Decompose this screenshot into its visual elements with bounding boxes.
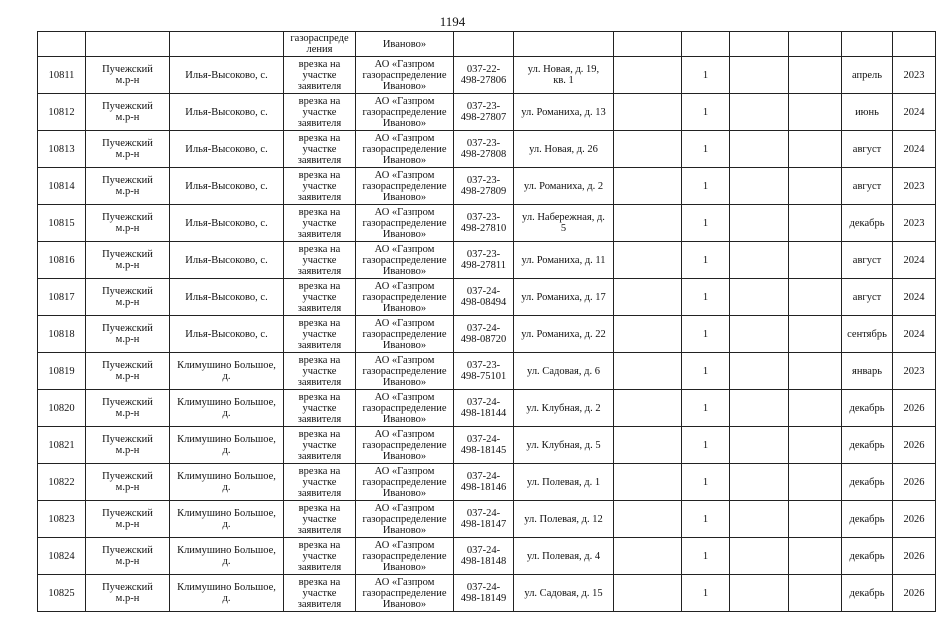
cell-number: 10824 <box>38 538 86 575</box>
cell-month: июнь <box>842 94 893 131</box>
cell-district: Пучежский м.р-н <box>86 242 170 279</box>
cell-number <box>38 32 86 57</box>
cell-connection-type: врезка на участке заявителя <box>284 427 356 464</box>
cell-district: Пучежский м.р-н <box>86 94 170 131</box>
cell-address: ул. Романиха, д. 22 <box>514 316 614 353</box>
cell-connection-type: врезка на участке заявителя <box>284 316 356 353</box>
cell-district: Пучежский м.р-н <box>86 390 170 427</box>
cell-empty-3 <box>789 538 842 575</box>
cell-month: август <box>842 168 893 205</box>
cell-month: декабрь <box>842 575 893 612</box>
cell-empty-2 <box>730 501 789 538</box>
cell-month: декабрь <box>842 427 893 464</box>
cell-address: ул. Новая, д. 26 <box>514 131 614 168</box>
cell-empty-1 <box>614 316 682 353</box>
cell-address: ул. Романиха, д. 11 <box>514 242 614 279</box>
cell-year: 2024 <box>893 316 936 353</box>
cell-settlement: Климушино Большое, д. <box>170 575 284 612</box>
cell-month: август <box>842 131 893 168</box>
cell-connection-type: врезка на участке заявителя <box>284 464 356 501</box>
cell-district: Пучежский м.р-н <box>86 538 170 575</box>
cell-year: 2026 <box>893 427 936 464</box>
cell-empty-1 <box>614 538 682 575</box>
cell-settlement: Климушино Большое, д. <box>170 501 284 538</box>
cell-organization: АО «Газпром газораспределение Иваново» <box>356 316 454 353</box>
cell-quantity: 1 <box>682 464 730 501</box>
cell-address: ул. Клубная, д. 2 <box>514 390 614 427</box>
cell-month: август <box>842 279 893 316</box>
cell-number: 10819 <box>38 353 86 390</box>
cell-address: ул. Полевая, д. 4 <box>514 538 614 575</box>
cell-empty-1 <box>614 168 682 205</box>
cell-organization: АО «Газпром газораспределение Иваново» <box>356 538 454 575</box>
table-row <box>38 131 936 168</box>
cell-code: 037-23- 498-27810 <box>454 205 514 242</box>
table-row <box>38 316 936 353</box>
cell-quantity <box>682 32 730 57</box>
cell-number: 10821 <box>38 427 86 464</box>
cell-month: август <box>842 242 893 279</box>
cell-district <box>86 32 170 57</box>
cell-settlement: Климушино Большое, д. <box>170 538 284 575</box>
cell-quantity: 1 <box>682 94 730 131</box>
cell-empty-3 <box>789 57 842 94</box>
cell-number: 10825 <box>38 575 86 612</box>
cell-address: ул. Садовая, д. 15 <box>514 575 614 612</box>
cell-organization: АО «Газпром газораспределение Иваново» <box>356 575 454 612</box>
cell-district: Пучежский м.р-н <box>86 353 170 390</box>
cell-year: 2023 <box>893 205 936 242</box>
cell-number: 10813 <box>38 131 86 168</box>
cell-organization: АО «Газпром газораспределение Иваново» <box>356 131 454 168</box>
cell-code: 037-24- 498-18145 <box>454 427 514 464</box>
cell-year: 2024 <box>893 279 936 316</box>
cell-connection-type: врезка на участке заявителя <box>284 131 356 168</box>
cell-empty-2 <box>730 390 789 427</box>
cell-settlement: Климушино Большое, д. <box>170 427 284 464</box>
cell-month: декабрь <box>842 501 893 538</box>
cell-month <box>842 32 893 57</box>
cell-organization: АО «Газпром газораспределение Иваново» <box>356 242 454 279</box>
cell-settlement: Климушино Большое, д. <box>170 464 284 501</box>
cell-empty-2 <box>730 32 789 57</box>
cell-address: ул. Романиха, д. 13 <box>514 94 614 131</box>
cell-address: ул. Клубная, д. 5 <box>514 427 614 464</box>
cell-connection-type: врезка на участке заявителя <box>284 353 356 390</box>
cell-number: 10811 <box>38 57 86 94</box>
cell-empty-1 <box>614 242 682 279</box>
cell-code: 037-24- 498-08494 <box>454 279 514 316</box>
cell-code: 037-23- 498-27809 <box>454 168 514 205</box>
cell-code: 037-23- 498-27808 <box>454 131 514 168</box>
cell-connection-type: врезка на участке заявителя <box>284 279 356 316</box>
cell-year: 2026 <box>893 390 936 427</box>
cell-empty-3 <box>789 242 842 279</box>
cell-quantity: 1 <box>682 168 730 205</box>
cell-connection-type: врезка на участке заявителя <box>284 242 356 279</box>
cell-settlement: Илья-Высоково, с. <box>170 131 284 168</box>
cell-empty-2 <box>730 94 789 131</box>
cell-code: 037-24- 498-08720 <box>454 316 514 353</box>
cell-district: Пучежский м.р-н <box>86 168 170 205</box>
cell-month: декабрь <box>842 538 893 575</box>
cell-empty-2 <box>730 464 789 501</box>
cell-empty-1 <box>614 390 682 427</box>
cell-empty-3 <box>789 501 842 538</box>
cell-empty-1 <box>614 57 682 94</box>
cell-empty-1 <box>614 131 682 168</box>
cell-settlement: Илья-Высоково, с. <box>170 94 284 131</box>
table-body <box>38 32 936 612</box>
page-number: 1194 <box>439 14 466 29</box>
cell-settlement: Климушино Большое, д. <box>170 390 284 427</box>
cell-number: 10817 <box>38 279 86 316</box>
cell-empty-3 <box>789 279 842 316</box>
cell-empty-1 <box>614 501 682 538</box>
cell-year: 2026 <box>893 538 936 575</box>
cell-quantity: 1 <box>682 501 730 538</box>
cell-connection-type: врезка на участке заявителя <box>284 94 356 131</box>
cell-month: декабрь <box>842 205 893 242</box>
cell-organization: АО «Газпром газораспределение Иваново» <box>356 427 454 464</box>
table-row <box>38 168 936 205</box>
cell-district: Пучежский м.р-н <box>86 316 170 353</box>
cell-month: декабрь <box>842 390 893 427</box>
cell-empty-2 <box>730 427 789 464</box>
cell-number: 10814 <box>38 168 86 205</box>
cell-number: 10816 <box>38 242 86 279</box>
cell-empty-3 <box>789 205 842 242</box>
cell-settlement: Климушино Большое, д. <box>170 353 284 390</box>
cell-year: 2026 <box>893 575 936 612</box>
cell-address: ул. Новая, д. 19, кв. 1 <box>514 57 614 94</box>
cell-empty-3 <box>789 427 842 464</box>
cell-code: 037-24- 498-18146 <box>454 464 514 501</box>
cell-empty-2 <box>730 57 789 94</box>
cell-connection-type: врезка на участке заявителя <box>284 390 356 427</box>
cell-settlement: Илья-Высоково, с. <box>170 57 284 94</box>
cell-month: апрель <box>842 57 893 94</box>
cell-empty-2 <box>730 316 789 353</box>
cell-number: 10820 <box>38 390 86 427</box>
cell-organization: АО «Газпром газораспределение Иваново» <box>356 94 454 131</box>
cell-year: 2024 <box>893 131 936 168</box>
cell-empty-1 <box>614 464 682 501</box>
cell-code <box>454 32 514 57</box>
cell-address: ул. Полевая, д. 12 <box>514 501 614 538</box>
cell-empty-1 <box>614 575 682 612</box>
cell-connection-type: врезка на участке заявителя <box>284 501 356 538</box>
cell-empty-1 <box>614 353 682 390</box>
table-row <box>38 538 936 575</box>
cell-district: Пучежский м.р-н <box>86 464 170 501</box>
cell-number: 10823 <box>38 501 86 538</box>
cell-empty-2 <box>730 353 789 390</box>
table-row <box>38 427 936 464</box>
cell-empty-3 <box>789 464 842 501</box>
cell-empty-2 <box>730 205 789 242</box>
cell-quantity: 1 <box>682 427 730 464</box>
cell-organization: АО «Газпром газораспределение Иваново» <box>356 57 454 94</box>
cell-code: 037-22- 498-27806 <box>454 57 514 94</box>
cell-empty-1 <box>614 205 682 242</box>
cell-empty-2 <box>730 131 789 168</box>
cell-code: 037-23- 498-27811 <box>454 242 514 279</box>
cell-year: 2023 <box>893 57 936 94</box>
cell-quantity: 1 <box>682 131 730 168</box>
cell-empty-2 <box>730 575 789 612</box>
cell-organization: АО «Газпром газораспределение Иваново» <box>356 501 454 538</box>
cell-code: 037-24- 498-18147 <box>454 501 514 538</box>
cell-year: 2024 <box>893 242 936 279</box>
cell-settlement: Илья-Высоково, с. <box>170 279 284 316</box>
cell-number: 10812 <box>38 94 86 131</box>
cell-number: 10822 <box>38 464 86 501</box>
cell-organization: АО «Газпром газораспределение Иваново» <box>356 353 454 390</box>
cell-quantity: 1 <box>682 279 730 316</box>
cell-empty-1 <box>614 427 682 464</box>
cell-district: Пучежский м.р-н <box>86 131 170 168</box>
table-row <box>38 205 936 242</box>
cell-code: 037-23- 498-75101 <box>454 353 514 390</box>
gasification-table <box>37 31 936 612</box>
cell-number: 10818 <box>38 316 86 353</box>
cell-connection-type: газораспреде ления <box>284 32 356 57</box>
cell-empty-3 <box>789 131 842 168</box>
cell-address: ул. Набережная, д. 5 <box>514 205 614 242</box>
cell-quantity: 1 <box>682 316 730 353</box>
cell-empty-3 <box>789 575 842 612</box>
table-row <box>38 279 936 316</box>
table-row <box>38 353 936 390</box>
cell-settlement: Илья-Высоково, с. <box>170 316 284 353</box>
cell-empty-3 <box>789 168 842 205</box>
cell-empty-3 <box>789 316 842 353</box>
cell-code: 037-24- 498-18144 <box>454 390 514 427</box>
table-row <box>38 242 936 279</box>
cell-empty-3 <box>789 94 842 131</box>
cell-empty-1 <box>614 32 682 57</box>
cell-empty-2 <box>730 168 789 205</box>
cell-organization: АО «Газпром газораспределение Иваново» <box>356 279 454 316</box>
cell-settlement: Илья-Высоково, с. <box>170 242 284 279</box>
table-row <box>38 390 936 427</box>
cell-address: ул. Полевая, д. 1 <box>514 464 614 501</box>
cell-organization: АО «Газпром газораспределение Иваново» <box>356 464 454 501</box>
cell-district: Пучежский м.р-н <box>86 205 170 242</box>
cell-address <box>514 32 614 57</box>
cell-organization: Иваново» <box>356 32 454 57</box>
cell-quantity: 1 <box>682 353 730 390</box>
cell-empty-2 <box>730 279 789 316</box>
cell-empty-3 <box>789 32 842 57</box>
cell-connection-type: врезка на участке заявителя <box>284 205 356 242</box>
cell-connection-type: врезка на участке заявителя <box>284 575 356 612</box>
table-row-continuation <box>38 32 936 57</box>
cell-empty-2 <box>730 538 789 575</box>
cell-address: ул. Романиха, д. 2 <box>514 168 614 205</box>
cell-settlement: Илья-Высоково, с. <box>170 168 284 205</box>
cell-year: 2026 <box>893 464 936 501</box>
cell-quantity: 1 <box>682 538 730 575</box>
cell-connection-type: врезка на участке заявителя <box>284 538 356 575</box>
cell-quantity: 1 <box>682 242 730 279</box>
cell-empty-3 <box>789 353 842 390</box>
cell-code: 037-23- 498-27807 <box>454 94 514 131</box>
cell-quantity: 1 <box>682 575 730 612</box>
cell-empty-3 <box>789 390 842 427</box>
cell-district: Пучежский м.р-н <box>86 427 170 464</box>
cell-address: ул. Садовая, д. 6 <box>514 353 614 390</box>
cell-district: Пучежский м.р-н <box>86 279 170 316</box>
cell-code: 037-24- 498-18148 <box>454 538 514 575</box>
cell-quantity: 1 <box>682 57 730 94</box>
cell-year: 2023 <box>893 168 936 205</box>
cell-settlement: Илья-Высоково, с. <box>170 205 284 242</box>
cell-code: 037-24- 498-18149 <box>454 575 514 612</box>
cell-organization: АО «Газпром газораспределение Иваново» <box>356 168 454 205</box>
cell-district: Пучежский м.р-н <box>86 575 170 612</box>
table-row <box>38 501 936 538</box>
cell-connection-type: врезка на участке заявителя <box>284 168 356 205</box>
cell-organization: АО «Газпром газораспределение Иваново» <box>356 390 454 427</box>
cell-month: сентябрь <box>842 316 893 353</box>
cell-year: 2026 <box>893 501 936 538</box>
table-row <box>38 464 936 501</box>
cell-month: декабрь <box>842 464 893 501</box>
table-row <box>38 575 936 612</box>
cell-district: Пучежский м.р-н <box>86 57 170 94</box>
cell-connection-type: врезка на участке заявителя <box>284 57 356 94</box>
cell-empty-1 <box>614 279 682 316</box>
cell-settlement <box>170 32 284 57</box>
table-row <box>38 57 936 94</box>
table-row <box>38 94 936 131</box>
cell-district: Пучежский м.р-н <box>86 501 170 538</box>
cell-empty-2 <box>730 242 789 279</box>
cell-year: 2024 <box>893 94 936 131</box>
cell-year: 2023 <box>893 353 936 390</box>
cell-address: ул. Романиха, д. 17 <box>514 279 614 316</box>
cell-organization: АО «Газпром газораспределение Иваново» <box>356 205 454 242</box>
cell-quantity: 1 <box>682 390 730 427</box>
cell-number: 10815 <box>38 205 86 242</box>
cell-year <box>893 32 936 57</box>
cell-month: январь <box>842 353 893 390</box>
cell-quantity: 1 <box>682 205 730 242</box>
cell-empty-1 <box>614 94 682 131</box>
